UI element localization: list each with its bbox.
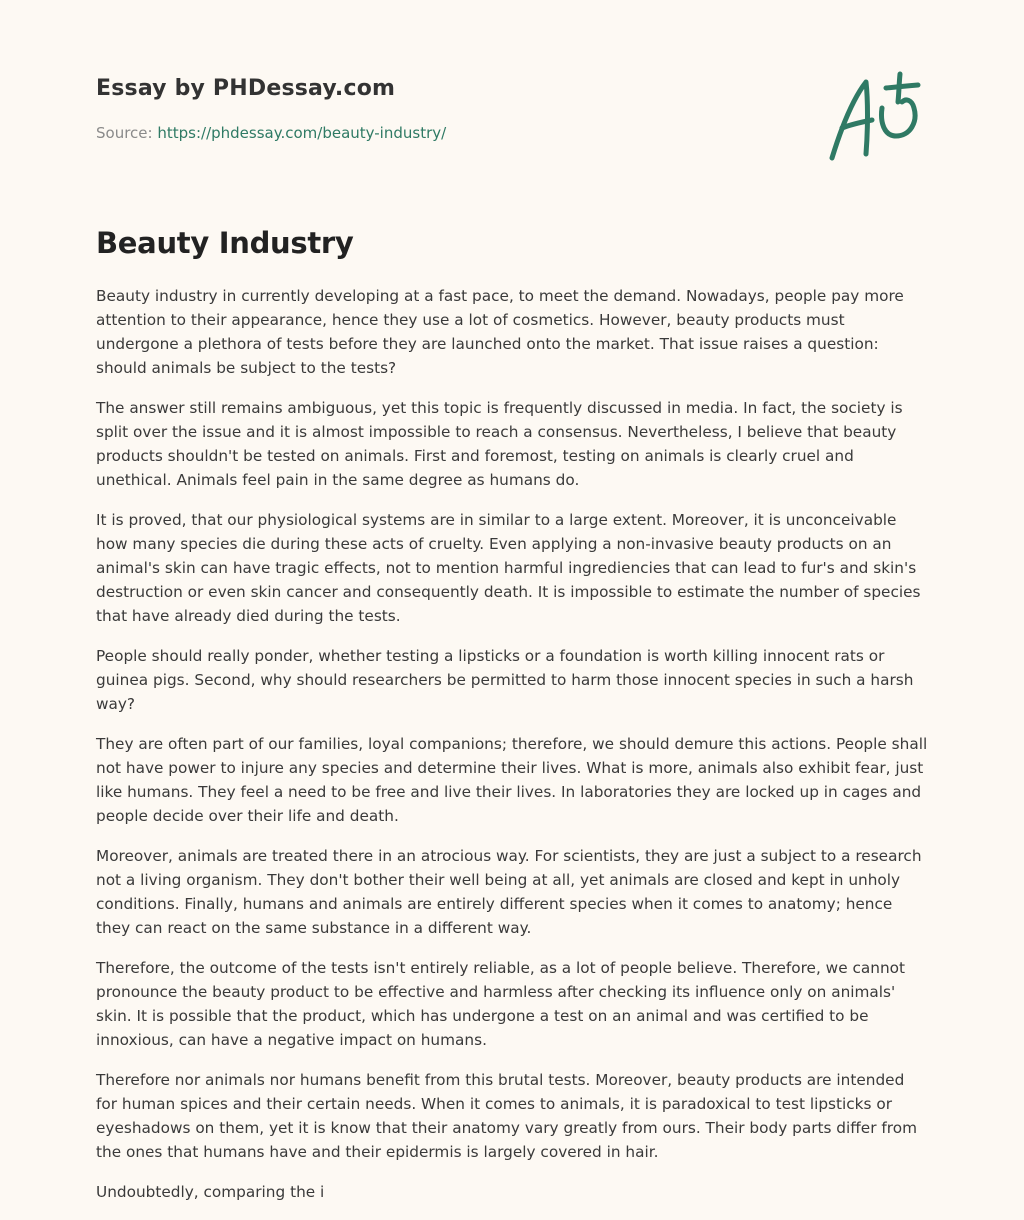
paragraph: Therefore, the outcome of the tests isn't entirely reliable, as a lot of people believe. Therefore, we cannot pronounce the beauty product to be effective and harmless after checking its influence only on animals' skin. It is possible that the product, which has undergone a test on an animal and was certified to be innoxious, can have a negative impact on humans. <box>96 959 906 1049</box>
paragraph: It is proved, that our physiological systems are in similar to a large extent. Moreover, it is unconceivable how many species die during these acts of cruelty. Even applying a non-invasive beauty products on an animal's skin can have tragic effects, not to mention harmful ingrediencies that can lead to fur's and skin's destruction or even skin cancer and consequently death. It is impossible to estimate the number of species that have already died during the tests. <box>96 511 921 625</box>
paragraph: Beauty industry in currently developing at a fast pace, to meet the demand. Nowadays, people pay more attention to their appearance, hence they use a lot of cosmetics. However, beauty products must undergone a plethora of tests before they are launched onto the market. That issue raises a question: should animals be subject to the tests? <box>96 287 904 377</box>
paragraph-truncated: Undoubtedly, comparing the i <box>96 1183 325 1201</box>
paragraph: Therefore nor animals nor humans benefit from this brutal tests. Moreover, beauty products are intended for human spices and their certain needs. When it comes to animals, it is paradoxical to test lipsticks or eyeshadows on them, yet it is know that their anatomy vary greatly from ours. Their body parts differ from the ones that humans have and their epidermis is largely covered in hair. <box>96 1071 917 1161</box>
site-title: Essay by PHDessay.com <box>96 76 396 101</box>
essay-title: Beauty Industry <box>96 226 354 260</box>
paragraph: The answer still remains ambiguous, yet this topic is frequently discussed in media. In fact, the society is split over the issue and it is almost impossible to reach a consensus. Nevertheless, I believe that beauty products shouldn't be tested on animals. First and foremost, testing on animals is clearly cruel and unethical. Animals feel pain in the same degree as humans do. <box>96 399 903 489</box>
paragraph: People should really ponder, whether testing a lipsticks or a foundation is worth killing innocent rats or guinea pigs. Second, why should researchers be permitted to harm those innocent species in such a harsh way? <box>96 647 914 713</box>
page-header <box>96 0 928 190</box>
essay-body <box>96 284 928 1220</box>
source-line <box>96 124 446 142</box>
paragraph: Moreover, animals are treated there in an atrocious way. For scientists, they are just a subject to a research not a living organism. They don't bother their well being at all, yet animals are closed and kept in unholy conditions. Finally, humans and animals are entirely different species when it comes to anatomy; hence they can react on the same substance in a different way. <box>96 847 922 937</box>
paragraph: They are often part of our families, loyal companions; therefore, we should demure this actions. People shall not have power to injure any species and determine their lives. What is more, animals also exhibit fear, just like humans. They feel a need to be free and live their lives. In laboratories they are locked up in cages and people decide over their life and death. <box>96 735 928 825</box>
a-plus-grade-icon <box>826 70 926 166</box>
source-link[interactable]: https://phdessay.com/beauty-industry/ <box>157 124 447 142</box>
source-label: Source: <box>96 124 153 142</box>
essay-page <box>96 0 928 1201</box>
